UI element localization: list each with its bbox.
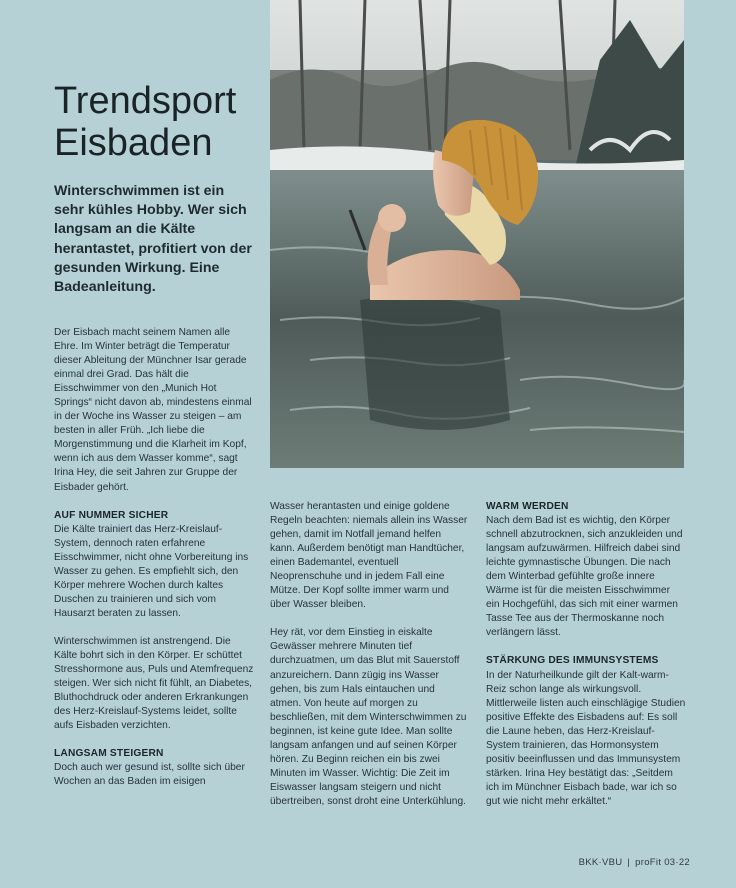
article-lead: Winterschwimmen ist ein sehr kühles Hobby. Wer sich langsam an die Kälte herantastet, profitiert von der gesunden Wirkung. Eine Badeanleitung. bbox=[54, 183, 252, 296]
section-heading-slowly-increase: LANGSAM STEIGERN bbox=[54, 748, 164, 760]
paragraph: Wasser herantasten und einige goldene Regeln beachten: niemals allein ins Wasser gehen, damit im Notfall jemand helfen kann. Außerdem benötigt man Handtücher, einen Bademantel, eventuell Neoprenschuhe und in jedem Fall eine Mütze. Der Kopf sollte immer warm und über Wasser bleiben. bbox=[270, 501, 468, 611]
paragraph: Hey rät, vor dem Einstieg in eiskalte Gewässer mehrere Minuten tief durchzuatmen, um das Blut mit Sauerstoff anzureichern. Dann zügig ins Wasser gehen, bis zum Hals eintauchen und atmen. Von heute auf morgen zu beschließen, mit dem Winterschwimmen zu beginnen, ist keine gute Idee. Man sollte langsam anfangen und auf seinen Körper hören. Zu Beginn reichen ein bis zwei Minuten im Wasser. Wichtig: Die Zeit im Eiswasser langsam steigern und nicht übertreiben, sonst droht eine Unterkühlung. bbox=[270, 627, 467, 807]
text-column-2 bbox=[270, 500, 468, 823]
footer-issue: proFit 03·22 bbox=[635, 857, 690, 868]
photo-ice-bather bbox=[270, 0, 684, 468]
article-photo bbox=[270, 0, 684, 468]
section-heading-warm-up: WARM WERDEN bbox=[486, 501, 569, 512]
intro-paragraph: Der Eisbach macht seinem Namen alle Ehre. Im Winter beträgt die Temperatur dieser Ableitung der Münchner Isar gerade einmal drei Grad. Das hält die Eisschwimmer von den „Munich Hot Springs“ nicht davon ab, mindestens einmal in der Woche ins Wasser zu steigen – am besten in aller Früh. „Ich liebe die Morgenstimmung und die Klarheit im Kopf, wenn ich aus dem Wasser komme“, sagt Irina Hey, die seit Jahren zur Gruppe der Eisbader gehört. bbox=[54, 327, 252, 493]
title-line-2: Eisbaden bbox=[54, 122, 213, 164]
section-heading-immune-system: STÄRKUNG DES IMMUNSYSTEMS bbox=[486, 655, 659, 667]
paragraph: Doch auch wer gesund ist, sollte sich über Wochen an das Baden im eisigen bbox=[54, 762, 245, 788]
paragraph: In der Naturheilkunde gilt der Kalt-warm-Reiz schon lange als wirkungsvoll. Mittlerweile listen auch einschlägige Studien positive Effekte des Eisbadens auf: Es soll die Laune heben, das Herz-Kreislauf-System trainieren, das Hormonsystem positiv beeinflussen und das Immunsystem stärken. Irina Hey bestätigt das: „Seitdem ich im Münchner Eisbach bade, war ich so gut wie nicht mehr erkältet.“ bbox=[486, 669, 686, 807]
page-footer bbox=[579, 857, 690, 868]
footer-publisher: BKK·VBU bbox=[578, 857, 623, 868]
section-heading-safety: AUF NUMMER SICHER bbox=[54, 509, 169, 521]
paragraph: Nach dem Bad ist es wichtig, den Körper schnell abzutrocknen, sich anzukleiden und langsam aufzuwärmen. Hilfreich dabei sind leichte gymnastische Übungen. Die nach dem Winterbad gefühlte große innere Wärme ist für die meisten Eisschwimmer ein Hochgefühl, das sich mit einer warmen Tasse Tee aus der Thermoskanne noch verlängern lässt. bbox=[486, 515, 683, 639]
footer-separator: | bbox=[627, 857, 631, 868]
paragraph: Die Kälte trainiert das Herz-Kreislauf-System, dennoch raten erfahrene Eisschwimmer, nicht ohne Vorbereitung ins Wasser zu gehen. Es empfiehlt sich, den Körper mehrere Wochen durch kaltes Duschen zu trainieren und sich vom Hausarzt beraten zu lassen. bbox=[54, 523, 249, 619]
text-column-3 bbox=[486, 500, 686, 823]
paragraph: Winterschwimmen ist anstrengend. Die Kälte bohrt sich in den Körper. Er schüttet Stresshormone aus, Puls und Atemfrequenz steigen. Wer sich nicht fit fühlt, an Diabetes, Bluthochdruck oder anderen Erkrankungen des Herz-Kreislauf-Systems leidet, sollte aufs Eisbaden verzichten. bbox=[54, 635, 254, 732]
title-line-1: Trendsport bbox=[54, 80, 237, 122]
article-title bbox=[54, 80, 236, 164]
text-column-1 bbox=[54, 326, 254, 803]
